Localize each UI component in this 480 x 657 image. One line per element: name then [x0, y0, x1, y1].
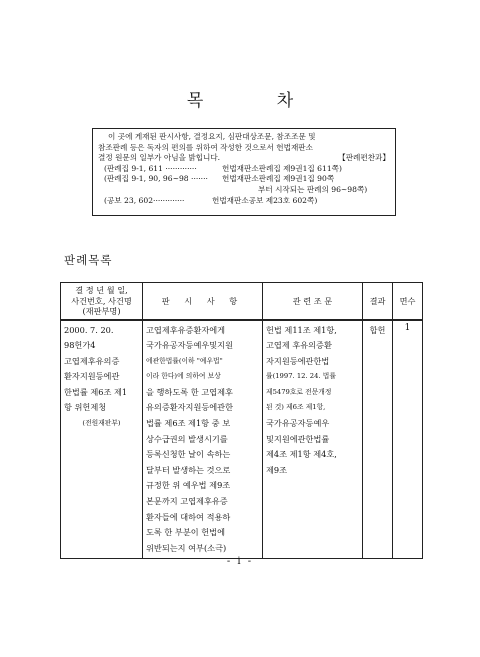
law-line: 제5479호로 전문개정	[266, 387, 332, 396]
issue-line: 을 행하도록 한 고엽제후	[146, 386, 233, 397]
case-line: 환자지원등에관	[64, 371, 120, 382]
notice-last-line: 결정 원문의 일부가 아님을 밝힙니다.	[98, 153, 221, 163]
header-result: 결과	[363, 283, 393, 320]
table-header-row	[61, 283, 423, 320]
citation-full: 헌법재판소판례집 제9권1집 611쪽)	[222, 163, 342, 173]
law-line: 고엽제 후유의증환	[266, 340, 332, 351]
issue-line: 규정한 위 예우법 제9조	[146, 480, 231, 491]
issue-line: 도록 한 부분이 헌법에	[146, 527, 225, 538]
header-law: 관 련 조 문	[263, 283, 363, 320]
issue-line: 고엽제후유증환자에게	[146, 324, 226, 335]
notice-line: 참조판례 등은 독자의 편의를 위하여 작성한 것으로서 헌법재판소	[98, 142, 313, 152]
case-line: 한법률 제6조 제1	[64, 386, 128, 397]
editorial-notice-box	[92, 128, 396, 216]
case-line: 98헌가4	[64, 340, 96, 351]
issue-line: 환자들에 대하여 적용하	[146, 511, 231, 522]
citation-short: (판례집 9-1, 90, 96~98 ·······	[104, 174, 208, 184]
issue-line: 이라 한다)에 의하여 보상	[146, 372, 221, 381]
case-line: 항 위헌제청	[64, 402, 107, 413]
citation-continuation: 부터 시작되는 판례의 96~98쪽)	[258, 184, 368, 194]
law-line: 된 것) 제6조 제1항,	[266, 403, 326, 412]
division-name: (전원재판부)	[82, 419, 121, 428]
page-number-cell: 1	[393, 320, 423, 559]
header-issue: 판 시 사 항	[143, 283, 263, 320]
header-case-line: (재판부명)	[82, 306, 121, 316]
issue-line: 유의증환자지원등에관한	[146, 402, 234, 413]
table-row	[61, 320, 423, 559]
law-line: 헌법 제11조 제1항,	[266, 324, 337, 335]
issue-cell	[143, 320, 263, 559]
citation-line	[98, 174, 390, 185]
law-line: 자지원등에관한법	[266, 355, 330, 366]
section-title: 판례목록	[64, 253, 113, 267]
citation-full: 헌법재판소판례집 제9권1집 90쪽	[222, 174, 335, 184]
header-case-line: 사건번호, 사건명	[71, 295, 132, 306]
issue-line: 상수급권의 발생시기를	[146, 433, 228, 444]
notice-line: 이 곳에 게재된 판시사항, 결정요지, 심판대상조문, 참조조문 및	[108, 132, 316, 141]
law-line: 제9조	[266, 464, 288, 475]
issue-line: 등록신청한 날이 속하는	[146, 449, 231, 460]
header-case-line: 결 정 년 월 일,	[75, 285, 128, 295]
citation-short: (공보 23, 602·············	[104, 195, 185, 205]
case-list-table	[60, 282, 423, 559]
page-title: 목 차	[186, 91, 328, 111]
notice-line	[98, 153, 390, 164]
citation-short: (판례집 9-1, 611 ·············	[104, 163, 197, 173]
issue-line: 위반되는지 여부(소극)	[146, 542, 227, 553]
issue-line: 에관한법률(이하 "예우법"	[146, 356, 223, 365]
header-page: 면수	[393, 283, 423, 320]
issue-line: 법률 제6조 제1항 중 보	[146, 418, 231, 429]
issue-line: 달부터 발생하는 것으로	[146, 464, 231, 475]
case-line: 2000. 7. 20.	[64, 324, 114, 335]
law-line: 국가유공자등예우	[266, 418, 330, 429]
law-cell	[263, 320, 363, 559]
citation-full: 헌법재판소공보 제23호 602쪽)	[212, 195, 318, 205]
citation-line	[98, 196, 390, 207]
case-cell	[61, 320, 143, 559]
notice-tag: 【판례편찬과】	[338, 153, 390, 163]
issue-line: 국가유공자등예우및지원	[146, 340, 234, 351]
issue-line: 본문까지 고엽제후유증	[146, 496, 228, 507]
law-line: 및지원에관한법률	[266, 433, 330, 444]
citation-line	[98, 164, 390, 175]
law-line: 제4조 제1항 제4호,	[266, 449, 337, 460]
page-number-footer: - i -	[226, 556, 254, 567]
case-line: 고엽제후유의증	[64, 355, 120, 366]
result-cell: 합헌	[363, 320, 393, 559]
law-line: 률(1997. 12. 24. 법률	[266, 372, 336, 381]
header-case	[61, 283, 143, 320]
